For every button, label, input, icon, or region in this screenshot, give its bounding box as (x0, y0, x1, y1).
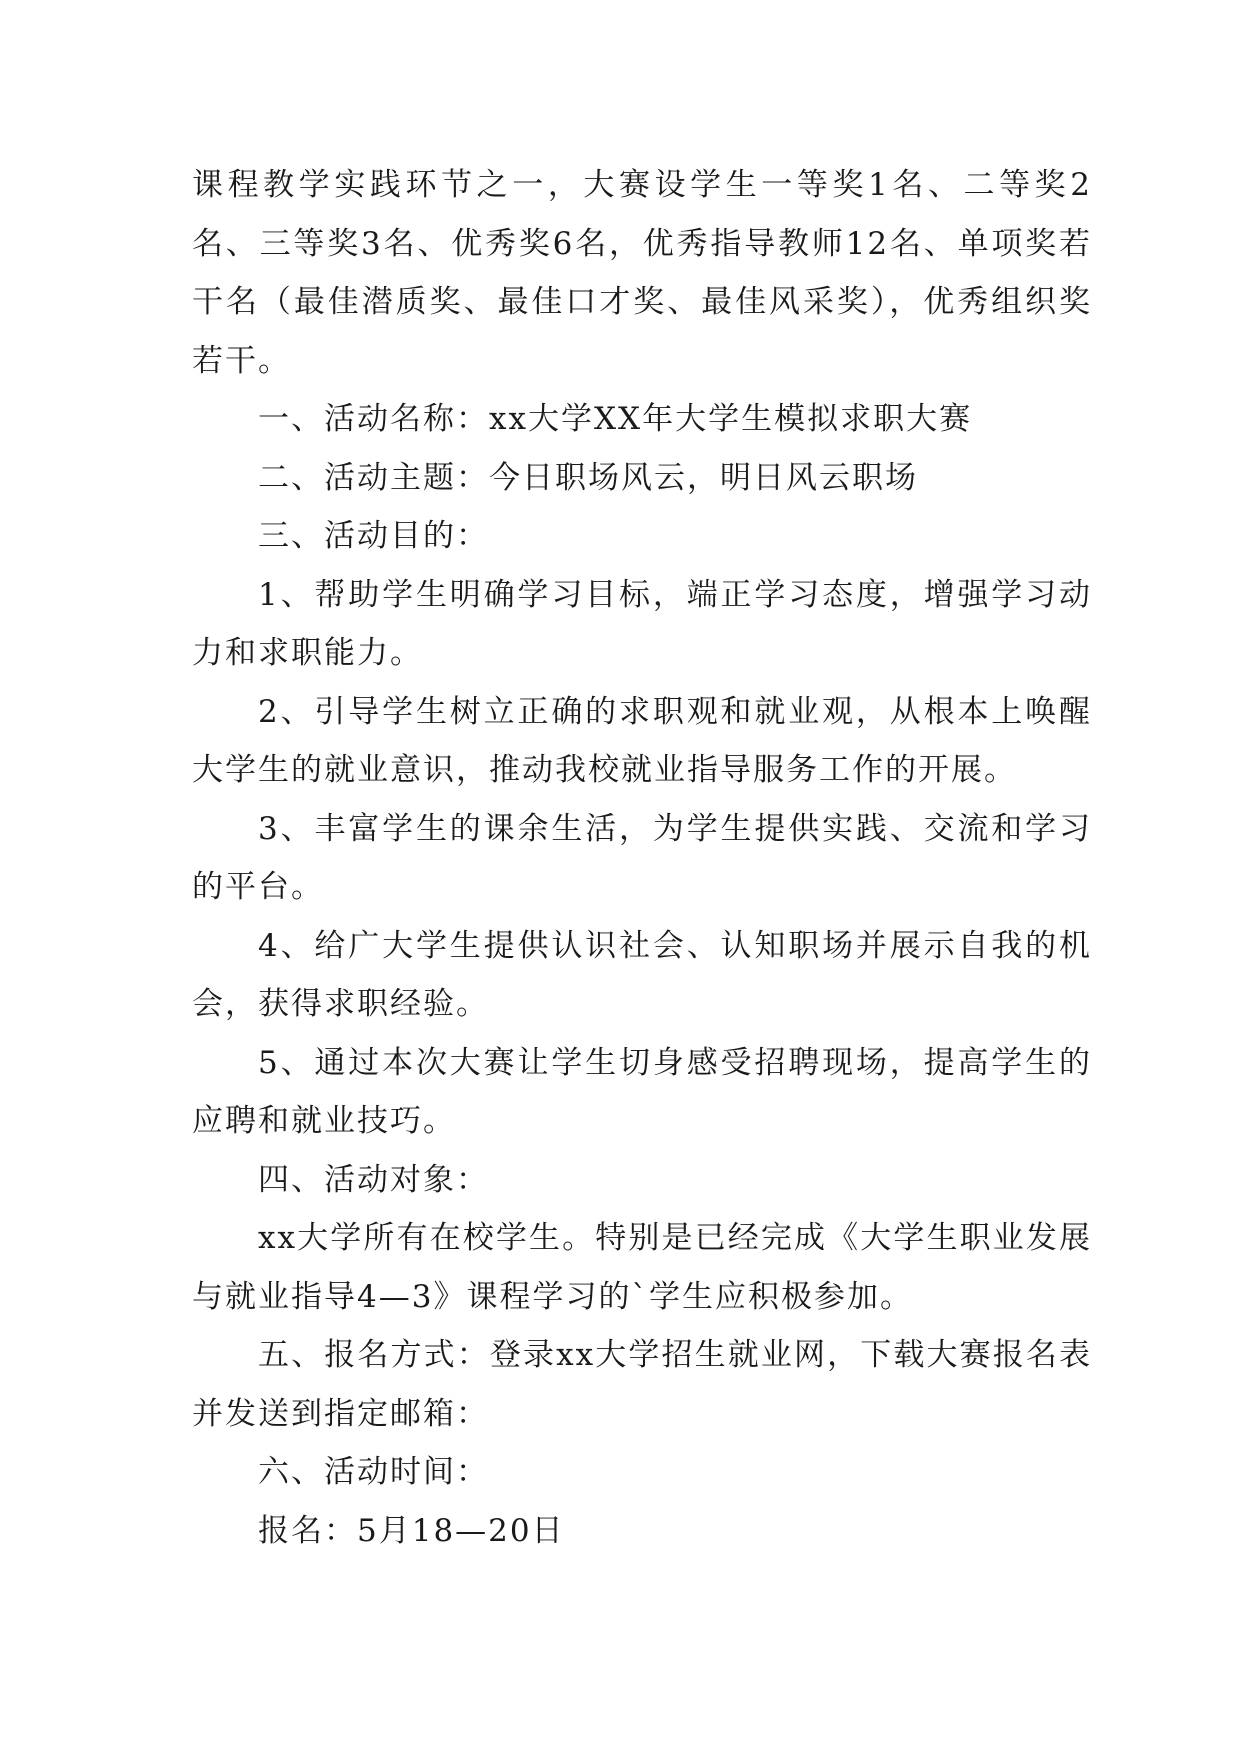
paragraph-purpose-1: 1、帮助学生明确学习目标，端正学习态度，增强学习动力和求职能力。 (192, 576, 1092, 671)
paragraph-activity-name: 一、活动名称：xx大学XX年大学生模拟求职大赛 (258, 401, 973, 437)
paragraph-registration-method: 五、报名方式：登录xx大学招生就业网，下载大赛报名表并发送到指定邮箱： (192, 1337, 1092, 1432)
paragraph-registration-date: 报名：5月18—20日 (258, 1512, 565, 1549)
heading-activity-time: 六、活动时间： (258, 1454, 489, 1490)
heading-activity-purpose: 三、活动目的： (258, 518, 489, 554)
paragraph-purpose-3: 3、丰富学生的课余生活，为学生提供实践、交流和学习的平台。 (192, 810, 1092, 905)
paragraph-activity-theme: 二、活动主题：今日职场风云，明日风云职场 (258, 459, 918, 496)
paragraph-purpose-2: 2、引导学生树立正确的求职观和就业观，从根本上唤醒大学生的就业意识，推动我校就业指导服务工作的开展。 (192, 693, 1092, 788)
paragraph-purpose-5: 5、通过本次大赛让学生切身感受招聘现场，提高学生的应聘和就业技巧。 (192, 1044, 1092, 1139)
heading-activity-audience: 四、活动对象： (258, 1161, 489, 1198)
paragraph-awards: 课程教学实践环节之一，大赛设学生一等奖1名、二等奖2名、三等奖3名、优秀奖6名，优秀指导教师12名、单项奖若干名（最佳潜质奖、最佳口才奖、最佳风采奖），优秀组织奖若干。 (192, 167, 1092, 379)
paragraph-audience: xx大学所有在校学生。特别是已经完成《大学生职业发展与就业指导4—3》课程学习的`学生应积极参加。 (192, 1220, 1092, 1315)
document-body (192, 156, 1092, 1560)
paragraph-purpose-4: 4、给广大学生提供认识社会、认知职场并展示自我的机会，获得求职经验。 (192, 927, 1092, 1022)
